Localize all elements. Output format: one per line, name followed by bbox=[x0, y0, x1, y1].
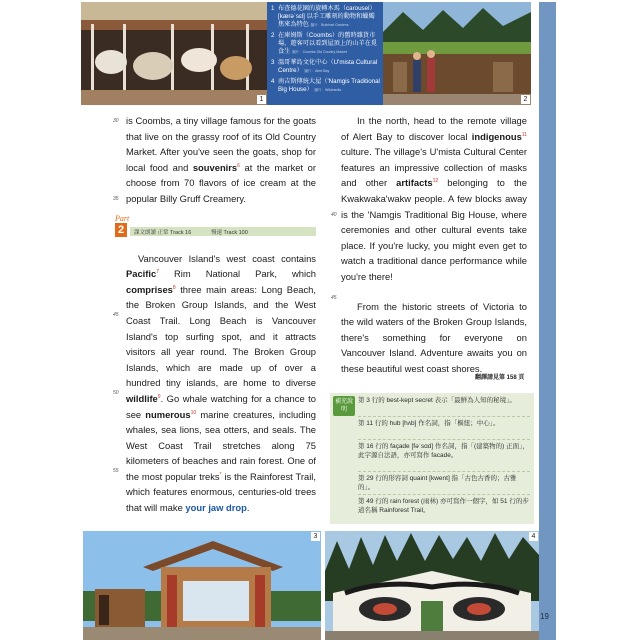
part-header bbox=[113, 214, 318, 240]
line-number: 55 bbox=[113, 468, 119, 474]
right-column bbox=[341, 113, 527, 377]
paragraph: Vancouver Island's west coast contains Pacific$^7$ Rim National Park, which comprises$^8$ three main areas: Long Beach, the Broken Group Islands, and the West Coast Trail. Long Beach is Vancouver Island's top surfing spot, and it attracts visitors all year round. The Broken Group Islands, which are made up of over a hundred tiny islands, are home to diverse wildlife$^9$. Go whale watching for a chance to see numerous$^{10}$ marine creatures, including whales, sea lions, sea otters, and seals. The West Coast Trail stretches along 75 kilometers of beaches and rain forest. One of the most popular treks* is the Rainforest Trail, which features enormous, centuries-old trees that will make your jaw drop. bbox=[126, 252, 316, 514]
translation-reference: 翻譯請見第 158 頁 bbox=[475, 375, 525, 381]
photo-badge: 4 bbox=[529, 532, 538, 541]
note-item: 第 3 行的 best-kept secret 表示「最鮮為人知的秘境」。 bbox=[358, 397, 516, 404]
line-number: 35 bbox=[113, 196, 119, 202]
note-item: 第 11 行的 hub [hʌb] 作名詞，指「樞紐；中心」。 bbox=[358, 420, 500, 427]
notes-tag: 補充說明 bbox=[333, 396, 355, 416]
paragraph: is Coombs, a tiny village famous for the goats that live on the grassy roof of its Old Country Market. After you've seen the goats, shop for local food and souvenirs$^6$ at the market or choose from 70 flavors of ice cream at the popular Billy Gruff Creamery. bbox=[126, 115, 316, 204]
photo-badge: 2 bbox=[521, 95, 530, 104]
note-item: 第 29 行的形容詞 quaint [kwent] 指「古色古香的；古雅的」。 bbox=[358, 475, 517, 491]
cultural-centre-photo bbox=[83, 531, 321, 640]
line-number: 45 bbox=[113, 312, 119, 318]
line-number: 50 bbox=[113, 390, 119, 396]
line-number: 40 bbox=[331, 212, 337, 218]
side-strip bbox=[539, 2, 556, 640]
big-house-photo bbox=[325, 531, 539, 640]
photo-badge: 1 bbox=[257, 95, 266, 104]
track-normal: 課文朗讀 正常 Track 16 bbox=[134, 230, 192, 236]
track-slow: 慢速 Track 100 bbox=[211, 230, 248, 236]
line-number: 30 bbox=[113, 118, 119, 124]
notes-box bbox=[330, 393, 534, 524]
paragraph: From the historic streets of Victoria to the wild waters of the Broken Group Islands, there's something for everyone on Vancouver Island. Adventure awaits you on these beautiful west coast shores. bbox=[341, 300, 527, 374]
note-item: 第 16 行的 façade [fəˈsɑd] 作名詞，指「(建築物的) 正面」，此字源自法語，亦可寫作 facade。 bbox=[358, 443, 529, 459]
part-label: Part bbox=[115, 214, 130, 223]
photo-captions bbox=[267, 2, 383, 105]
part-number: 2 bbox=[115, 223, 127, 237]
caption-item: 3 溫哥華島文化中心（U'mista Cultural Centre） 圖片：Alert Bay bbox=[271, 59, 378, 74]
idiom-highlight: your jaw drop bbox=[185, 502, 247, 514]
caption-item: 4 南吉斯傳統大屋（'Namgis Traditional Big House） 圖片：Wikimedia bbox=[271, 78, 380, 93]
photo-badge: 3 bbox=[311, 532, 320, 541]
line-number: 45 bbox=[331, 295, 337, 301]
note-item: 第 49 行的 rain forest (雨林) 亦可寫作一個字，如 51 行的步道名稱 Rainforest Trail。 bbox=[358, 498, 529, 514]
paragraph: In the north, head to the remote village of Alert Bay to discover local indigenous$^{11}$ culture. The village's U'mista Cultural Center features an impressive collection of masks and other artifacts$^{12}$ belonging to the Kwakwaka'wakw people. A few blocks away is the 'Namgis Traditional Big House, where ceremonies and other cultural events take place. If you're lucky, you might even get to watch a traditional dance performance while you're there! bbox=[341, 115, 527, 282]
carousel-photo bbox=[81, 2, 267, 105]
market-goats-photo bbox=[383, 2, 531, 105]
page-number: 19 bbox=[540, 612, 549, 621]
caption-item: 1 布查德花園的旋轉木馬（carousel）[kærəˈsɛl] 以手工雕刻的動物和蠟燭焦來為特色 圖片：Butchart Gardens bbox=[271, 5, 376, 28]
left-column bbox=[126, 113, 316, 516]
caption-item: 2 在庫姆斯（Coombs）的舊時雜貨市場，遊客可以看到屋頂上的山羊在覓食生 圖片：Coombs Old Country Market bbox=[271, 32, 377, 55]
